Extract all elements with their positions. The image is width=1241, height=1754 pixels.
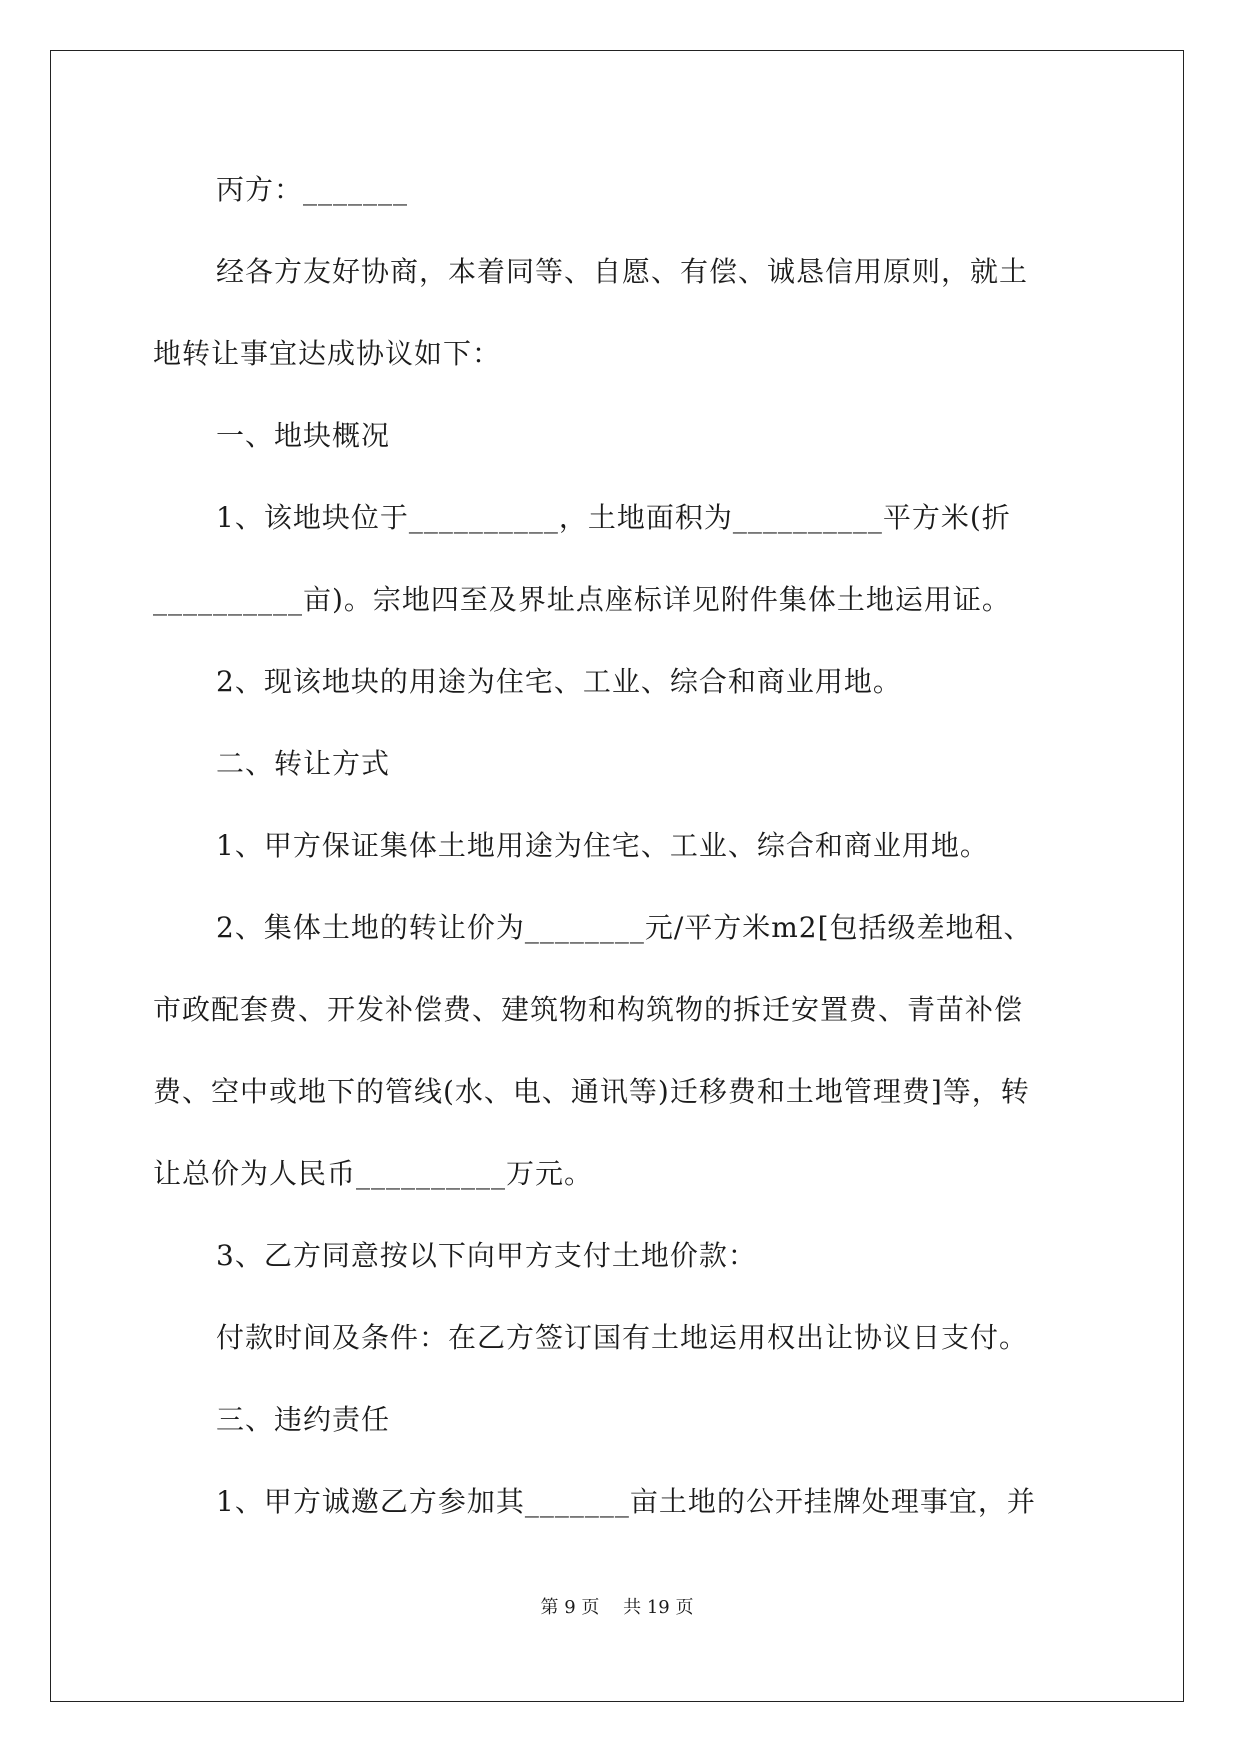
clause-2-2-line-4: 让总价为人民币__________万元。 xyxy=(153,1157,594,1190)
page-border xyxy=(50,50,1184,1702)
clause-2-1: 1、甲方保证集体土地用途为住宅、工业、综合和商业用地。 xyxy=(216,829,989,862)
clause-2-2-line-1: 2、集体土地的转让价为________元/平方米m2[包括级差地租、 xyxy=(216,911,1033,944)
page-number: 第 9 页 共 19 页 xyxy=(540,1597,694,1618)
party-c-line: 丙方：_______ xyxy=(216,173,409,206)
section-heading-2: 二、转让方式 xyxy=(216,747,391,780)
clause-1-1-line-2: __________亩)。宗地四至及界址点座标详见附件集体土地运用证。 xyxy=(153,583,1011,616)
clause-2-2-line-3: 费、空中或地下的管线(水、电、通讯等)迁移费和土地管理费]等，转 xyxy=(153,1075,1030,1108)
clause-2-3: 3、乙方同意按以下向甲方支付土地价款： xyxy=(216,1239,757,1272)
paragraph-intro-line-1: 经各方友好协商，本着同等、自愿、有偿、诚恳信用原则，就土 xyxy=(216,255,1029,288)
section-heading-3: 三、违约责任 xyxy=(216,1403,391,1436)
clause-1-2: 2、现该地块的用途为住宅、工业、综合和商业用地。 xyxy=(216,665,902,698)
section-heading-1: 一、地块概况 xyxy=(216,419,391,452)
clause-2-2-line-2: 市政配套费、开发补偿费、建筑物和构筑物的拆迁安置费、青苗补偿 xyxy=(153,993,1024,1026)
clause-3-1-line-1: 1、甲方诚邀乙方参加其_______亩土地的公开挂牌处理事宜，并 xyxy=(216,1485,1036,1518)
clause-1-1-line-1: 1、该地块位于__________，土地面积为__________平方米(折 xyxy=(216,501,1011,534)
paragraph-intro-line-2: 地转让事宜达成协议如下： xyxy=(153,337,502,370)
payment-terms: 付款时间及条件：在乙方签订国有土地运用权出让协议日支付。 xyxy=(216,1321,1029,1354)
